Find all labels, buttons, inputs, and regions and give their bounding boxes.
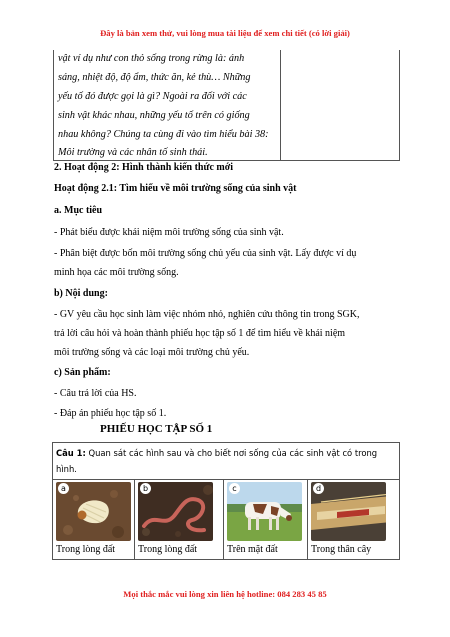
photo-caption: Trong lòng đất [138,544,198,555]
worksheet-table [52,442,400,560]
header-banner: Đây là bản xem thử, vui lòng mua tài liệu để xem chi tiết (có lời giải) [100,28,350,38]
intro-line: sinh vật khác nhau, những yếu tố trên có giống [58,110,250,121]
table-column-divider [223,479,224,559]
goal-line: minh họa các môi trường sống. [54,267,179,278]
photo-label: a [58,483,69,494]
table-row-divider [53,479,399,480]
intro-line: yếu tố đó được gọi là gì? Ngoài ra đối với các [58,91,247,102]
product-line: - Câu trả lời của HS. [54,388,137,399]
content-line: trả lời câu hỏi và hoàn thành phiếu học tập số 1 để tìm hiểu về khái niệm [54,328,346,339]
photo-label: c [229,483,240,494]
product-line: - Đáp án phiếu học tập số 1. [54,408,167,419]
intro-table-cell [53,50,400,161]
table-column-divider [280,50,281,160]
goal-line: - Phát biểu được khái niệm môi trường sống của sinh vật. [54,227,284,238]
goal-heading: a. Mục tiêu [54,205,103,216]
photo-label: b [140,483,151,494]
intro-line: Môi trường và các nhân tố sinh thái. [58,147,208,158]
table-column-divider [134,479,135,559]
photo-larva-in-stem [311,482,386,541]
photo-caption: Trên mặt đất [227,544,278,555]
photo-cow-on-grass [227,482,302,541]
worksheet-title: PHIẾU HỌC TẬP SỐ 1 [100,423,213,435]
content-line: - GV yêu cầu học sinh làm việc nhóm nhỏ, nghiên cứu thông tin trong SGK, [54,309,360,320]
intro-line: sáng, nhiệt độ, độ ẩm, thức ăn, kẻ thù… Những [58,72,251,83]
activity-heading: Hoạt động 2.1: Tìm hiểu về môi trường sống của sinh vật [54,183,297,194]
section-heading: 2. Hoạt động 2: Hình thành kiến thức mới [54,162,234,173]
photo-label: d [313,483,324,494]
footer-banner: Mọi thắc mắc vui lòng xin liên hệ hotline: 084 283 45 85 [123,589,327,599]
photo-earthworm [138,482,213,541]
photo-caption: Trong lòng đất [56,544,116,555]
question-label: Câu 1: [56,448,86,458]
intro-line: nhau không? Chúng ta cùng đi vào tìm hiểu bài 38: [58,129,269,140]
photo-caption: Trong thân cây [311,544,372,555]
worksheet-question [56,445,394,477]
product-heading: c) Sản phẩm: [54,367,111,378]
intro-line: vật ví dụ như con thỏ sống trong rừng là: ánh [58,53,245,64]
content-heading: b) Nội dung: [54,288,108,299]
content-line: môi trường sống và các loại môi trường chủ yếu. [54,347,250,358]
photo-larva-in-soil [56,482,131,541]
goal-line: - Phân biệt được bốn môi trường sống chủ yếu của sinh vật. Lấy được ví dụ [54,248,357,259]
question-text: Quan sát các hình sau và cho biết nơi sống của các sinh vật có trong hình. [56,448,378,474]
table-column-divider [307,479,308,559]
